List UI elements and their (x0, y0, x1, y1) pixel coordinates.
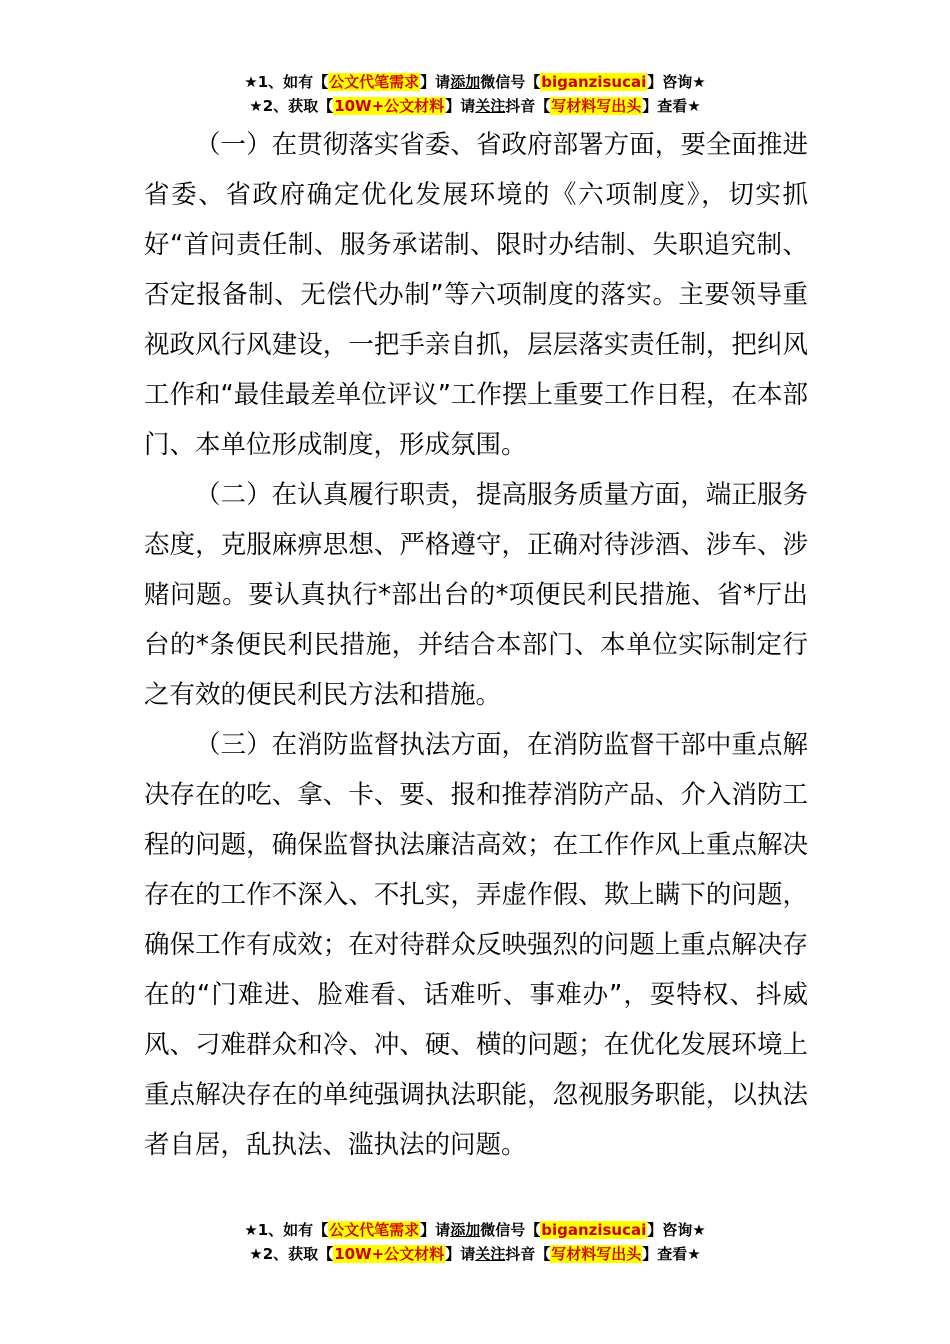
douyin-account: 写材料写出头 (551, 97, 642, 115)
wechat-id: biganzisucai (541, 1221, 647, 1239)
douyin-account: 写材料写出头 (551, 1245, 642, 1263)
highlight-text: 公文代笔需求 (329, 73, 420, 91)
highlight-text: 10W+公文材料 (334, 97, 445, 115)
wechat-id: biganzisucai (541, 73, 647, 91)
bottom-promo-banner (0, 1218, 950, 1266)
paragraph-3: （三）在消防监督执法方面，在消防监督干部中重点解决存在的吃、拿、卡、要、报和推荐消防产品、介入消防工程的问题，确保监督执法廉洁高效；在工作作风上重点解决存在的工作不深入、不扎实，弄虚作假、欺上瞒下的问题，确保工作有成效；在对待群众反映强烈的问题上重点解决存在的“门难进、脸难看、话难听、事难办”，耍特权、抖威风、刁难群众和冷、冲、硬、横的问题；在优化发展环境上重点解决存在的单纯强调执法职能，忽视服务职能，以执法者自居，乱执法、滥执法的问题。 (144, 730, 808, 1160)
top-promo-banner (0, 70, 950, 118)
underlined-text: 添加 (450, 73, 481, 91)
document-body (144, 120, 808, 1170)
promo-line-1: ★1、如有【公文代笔需求】请添加微信号【biganzisucai】咨询★ (244, 1221, 706, 1239)
underlined-text: 关注 (475, 97, 506, 115)
promo-line-2: ★2、获取【10W+公文材料】请关注抖音【写材料写出头】查看★ (249, 97, 701, 115)
underlined-text: 关注 (475, 1245, 506, 1263)
underlined-text: 添加 (450, 1221, 481, 1239)
highlight-text: 10W+公文材料 (334, 1245, 445, 1263)
paragraph-1: （一）在贯彻落实省委、省政府部署方面，要全面推进省委、省政府确定优化发展环境的《六项制度》，切实抓好“首问责任制、服务承诺制、限时办结制、失职追究制、否定报备制、无偿代办制”等六项制度的落实。主要领导重视政风行风建设，一把手亲自抓，层层落实责任制，把纠风工作和“最佳最差单位评议”工作摆上重要工作日程，在本部门、本单位形成制度，形成氛围。 (144, 130, 808, 460)
highlight-text: 公文代笔需求 (329, 1221, 420, 1239)
promo-line-1: ★1、如有【公文代笔需求】请添加微信号【biganzisucai】咨询★ (244, 73, 706, 91)
promo-line-2: ★2、获取【10W+公文材料】请关注抖音【写材料写出头】查看★ (249, 1245, 701, 1263)
paragraph-2: （二）在认真履行职责，提高服务质量方面，端正服务态度，克服麻痹思想、严格遵守，正确对待涉酒、涉车、涉赌问题。要认真执行*部出台的*项便民利民措施、省*厅出台的*条便民利民措施，并结合本部门、本单位实际制定行之有效的便民利民方法和措施。 (144, 480, 808, 710)
